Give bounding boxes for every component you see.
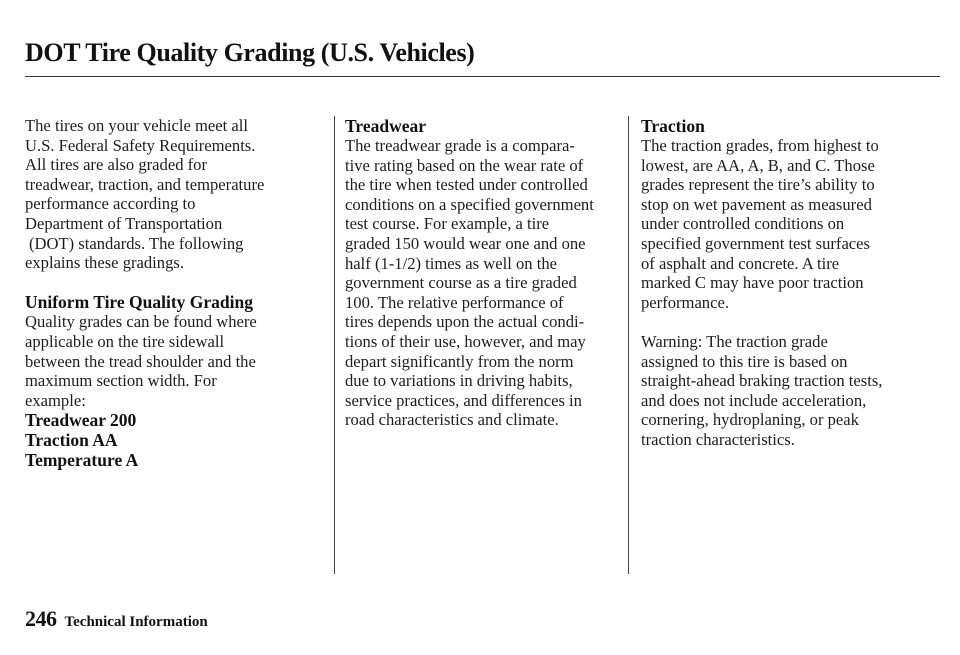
- column-1: [25, 116, 315, 470]
- traction-line: grades represent the tire’s ability to: [641, 175, 875, 195]
- traction-line: The traction grades, from highest to: [641, 136, 879, 155]
- treadwear-line: conditions on a specified government: [345, 194, 594, 214]
- treadwear-line: depart significantly from the norm: [345, 351, 574, 371]
- traction-line: stop on wet pavement as measured: [641, 194, 872, 214]
- intro-line: All tires are also graded for: [25, 155, 207, 175]
- intro-line: explains these gradings.: [25, 253, 184, 273]
- treadwear-line: 100. The relative performance of: [345, 292, 564, 312]
- title-divider: [25, 76, 940, 77]
- warning-line: cornering, hydroplaning, or peak: [641, 410, 859, 430]
- intro-line: (DOT) standards. The following: [29, 233, 244, 253]
- column-divider-2: [628, 116, 629, 574]
- uniform-grading-heading: Uniform Tire Quality Grading: [25, 292, 254, 313]
- column-divider-1: [334, 116, 335, 574]
- uniform-line: between the tread shoulder and the: [25, 351, 256, 371]
- treadwear-line: due to variations in driving habits,: [345, 371, 573, 391]
- intro-line: treadwear, traction, and temperature: [25, 174, 265, 194]
- intro-line: Department of Transportation: [25, 213, 223, 233]
- traction-line: specified government test surfaces: [641, 233, 870, 253]
- treadwear-line: road characteristics and climate.: [345, 410, 559, 430]
- warning-line: assigned to this tire is based on: [641, 351, 848, 371]
- treadwear-line: The treadwear grade is a compara-: [345, 136, 575, 155]
- uniform-line: Quality grades can be found where: [25, 312, 257, 332]
- treadwear-line: tive rating based on the wear rate of: [345, 155, 584, 175]
- warning-line: straight-ahead braking traction tests,: [641, 371, 883, 391]
- column-3: [641, 116, 941, 450]
- paragraph-gap: [25, 273, 315, 293]
- page-title: DOT Tire Quality Grading (U.S. Vehicles): [25, 38, 475, 67]
- traction-heading: Traction: [641, 116, 705, 136]
- traction-line: of asphalt and concrete. A tire: [641, 253, 840, 273]
- section-name: Technical Information: [64, 614, 208, 630]
- warning-line: and does not include acceleration,: [641, 390, 867, 410]
- traction-line: under controlled conditions on: [641, 214, 845, 234]
- uniform-line: applicable on the tire sidewall: [25, 331, 225, 351]
- treadwear-line: graded 150 would wear one and one: [345, 233, 586, 253]
- intro-line: The tires on your vehicle meet all: [25, 116, 249, 135]
- warning-line: Warning: The traction grade: [641, 331, 828, 351]
- treadwear-line: government course as a tire graded: [345, 273, 577, 293]
- example-treadwear: Treadwear 200: [25, 410, 137, 431]
- warning-line: traction characteristics.: [641, 429, 795, 449]
- paragraph-gap: [641, 312, 941, 332]
- traction-line: performance.: [641, 292, 729, 312]
- traction-line: lowest, are AA, A, B, and C. Those: [641, 155, 875, 175]
- example-temperature: Temperature A: [25, 450, 139, 471]
- page-number: 246: [25, 606, 57, 631]
- intro-line: U.S. Federal Safety Requirements.: [25, 135, 256, 155]
- treadwear-line: service practices, and differences in: [345, 390, 582, 410]
- uniform-line: maximum section width. For: [25, 371, 217, 391]
- treadwear-line: tions of their use, however, and may: [345, 331, 586, 351]
- treadwear-line: test course. For example, a tire: [345, 214, 550, 234]
- page-footer: [25, 606, 208, 632]
- intro-line: performance according to: [25, 194, 196, 214]
- treadwear-line: tires depends upon the actual condi-: [345, 312, 585, 332]
- uniform-line: example:: [25, 390, 86, 410]
- column-2: [345, 116, 625, 430]
- treadwear-line: half (1-1/2) times as well on the: [345, 253, 557, 273]
- example-traction: Traction AA: [25, 430, 118, 451]
- traction-line: marked C may have poor traction: [641, 273, 864, 293]
- treadwear-heading: Treadwear: [345, 116, 426, 136]
- treadwear-line: the tire when tested under controlled: [345, 175, 588, 195]
